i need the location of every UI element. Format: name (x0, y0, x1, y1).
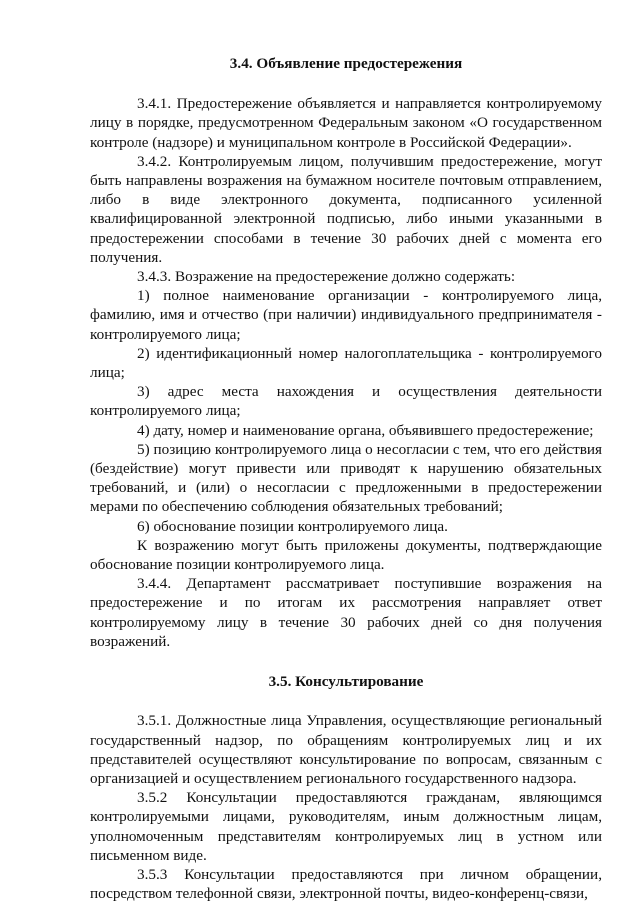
paragraph-3-5-1: 3.5.1. Должностные лица Управления, осуществляющие региональный государственный надзор, по обращениям контролируемых лиц и их представителей осуществляют консультирование по вопросам, связанным с организацией и осуществлением регионального государственного надзора. (90, 712, 602, 787)
list-item-5: 5) позицию контролируемого лица о несогласии с тем, что его действия (бездействие) могут привести или приводят к нарушению обязательных требований, и (или) о несогласии с предложенными в предостережении мерами по обеспечению соблюдения обязательных требований; (90, 440, 602, 516)
section-title-3-4: 3.4. Объявление предостережения (229, 55, 463, 72)
paragraph-3-4-2: 3.4.2. Контролируемым лицом, получившим предостережение, могут быть направлены возражения на бумажном носителе почтовым отправлением, либо в виде электронного документа, подписанного усиленной квалифицированной электронной подписью, либо иными указанными в предостережении способами в течение 30 рабочих дней с момента его получения. (90, 152, 602, 266)
paragraph-3-4-1: 3.4.1. Предостережение объявляется и направляется контролируемому лицу в порядке, предусмотренном Федеральным законом «О государственном контроле (надзоре) и муниципальном контроле в Российской Федерации». (90, 95, 602, 151)
paragraph-3-4-3: 3.4.3. Возражение на предостережение должно содержать: (137, 268, 516, 286)
paragraph-3-5-2: 3.5.2 Консультации предоставляются гражданам, являющимся контролируемыми лицами, руководителям, иным должностным лицам, уполномоченным представителям контролируемых лиц в устном или письменном виде. (90, 789, 602, 864)
document-page (90, 54, 602, 903)
section-title-3-5: 3.5. Консультирование (268, 673, 424, 691)
paragraph-attachments: К возражению могут быть приложены документы, подтверждающие обоснование позиции контролируемого лица. (90, 536, 602, 574)
list-item-6: 6) обоснование позиции контролируемого лица. (137, 517, 448, 535)
paragraph-3-5-3: 3.5.3 Консультации предоставляются при личном обращении, посредством телефонной связи, электронной почты, видео-конференц-связи, (90, 865, 602, 903)
list-item-4: 4) дату, номер и наименование органа, объявившего предостережение; (137, 421, 594, 439)
list-item-2: 2) идентификационный номер налогоплательщика - контролируемого лица; (90, 344, 602, 382)
list-item-1: 1) полное наименование организации - контролируемого лица, фамилию, имя и отчество (при наличии) индивидуального предпринимателя - контролируемого лица; (90, 287, 602, 343)
list-item-3: 3) адрес места нахождения и осуществления деятельности контролируемого лица; (90, 383, 602, 420)
paragraph-3-4-4: 3.4.4. Департамент рассматривает поступившие возражения на предостережение и по итогам их рассмотрения направляет ответ контролируемому лицу в течение 30 рабочих дней со дня получения возражений. (90, 575, 602, 650)
